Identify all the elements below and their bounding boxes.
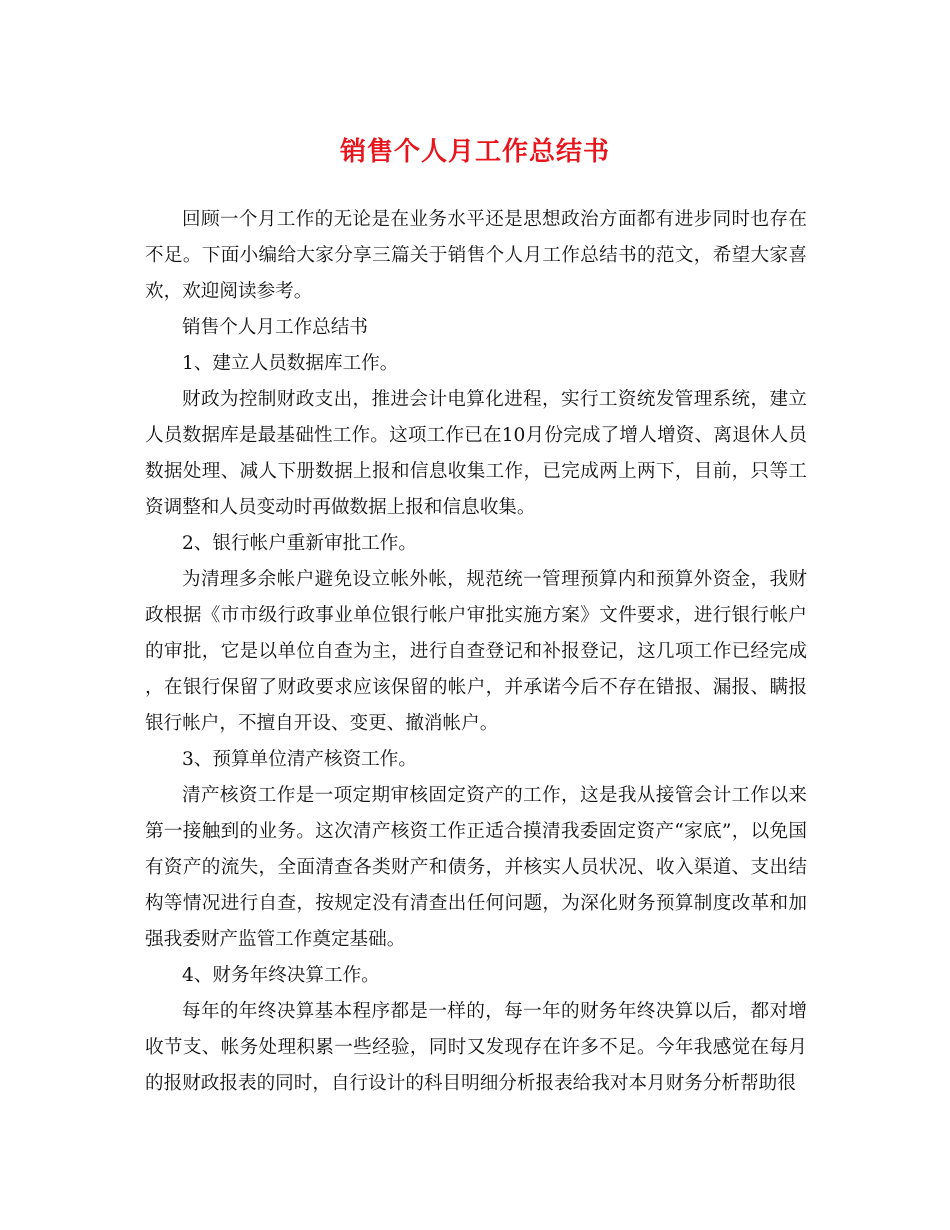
section-paragraph-4: 每年的年终决算基本程序都是一样的，每一年的财务年终决算以后，都对增收节支、帐务处理积累一些经验，同时又发现存在许多不足。今年我感觉在每月的报财政报表的同时，自行设计的科目明细分析报表给我对本月财务分析帮助很 (145, 1001, 807, 1094)
section-paragraph-3: 清产核资工作是一项定期审核固定资产的工作，这是我从接管会计工作以来第一接触到的业务。这次清产核资工作正适合摸清我委固定资产“家底”，以免国有资产的流失，全面清查各类财产和债务，并核实人员状况、收入渠道、支出结构等情况进行自查，按规定没有清查出任何问题，为深化财务预算制度改革和加强我委财产监管工作奠定基础。 (145, 785, 807, 950)
section-paragraph-2: 为清理多余帐户避免设立帐外帐，规范统一管理预算内和预算外资金，我财政根据《市市级行政事业单位银行帐户审批实施方案》文件要求，进行银行帐户的审批，它是以单位自查为主，进行自查登记和补报登记，这几项工作已经完成，在银行保留了财政要求应该保留的帐户，并承诺今后不存在错报、漏报、瞒报银行帐户，不擅自开设、变更、撤消帐户。 (145, 569, 807, 734)
document-body (145, 202, 807, 1102)
section-heading-4: 4、财务年终决算工作。 (182, 965, 380, 986)
section-heading-1: 1、建立人员数据库工作。 (182, 353, 399, 374)
section-heading-2: 2、银行帐户重新审批工作。 (182, 533, 417, 554)
intro-paragraph: 回顾一个月工作的无论是在业务水平还是思想政治方面都有进步同时也存在不足。下面小编给大家分享三篇关于销售个人月工作总结书的范文，希望大家喜欢，欢迎阅读参考。 (145, 209, 807, 302)
section-paragraph-1: 财政为控制财政支出，推进会计电算化进程，实行工资统发管理系统，建立人员数据库是最基础性工作。这项工作已在10月份完成了增人增资、离退休人员数据处理、减人下册数据上报和信息收集工作，已完成两上两下，目前，只等工资调整和人员变动时再做数据上报和信息收集。 (145, 389, 807, 518)
subheading: 销售个人月工作总结书 (182, 317, 368, 338)
section-heading-3: 3、预算单位清产核资工作。 (182, 749, 417, 770)
document-title: 销售个人月工作总结书 (339, 137, 610, 167)
